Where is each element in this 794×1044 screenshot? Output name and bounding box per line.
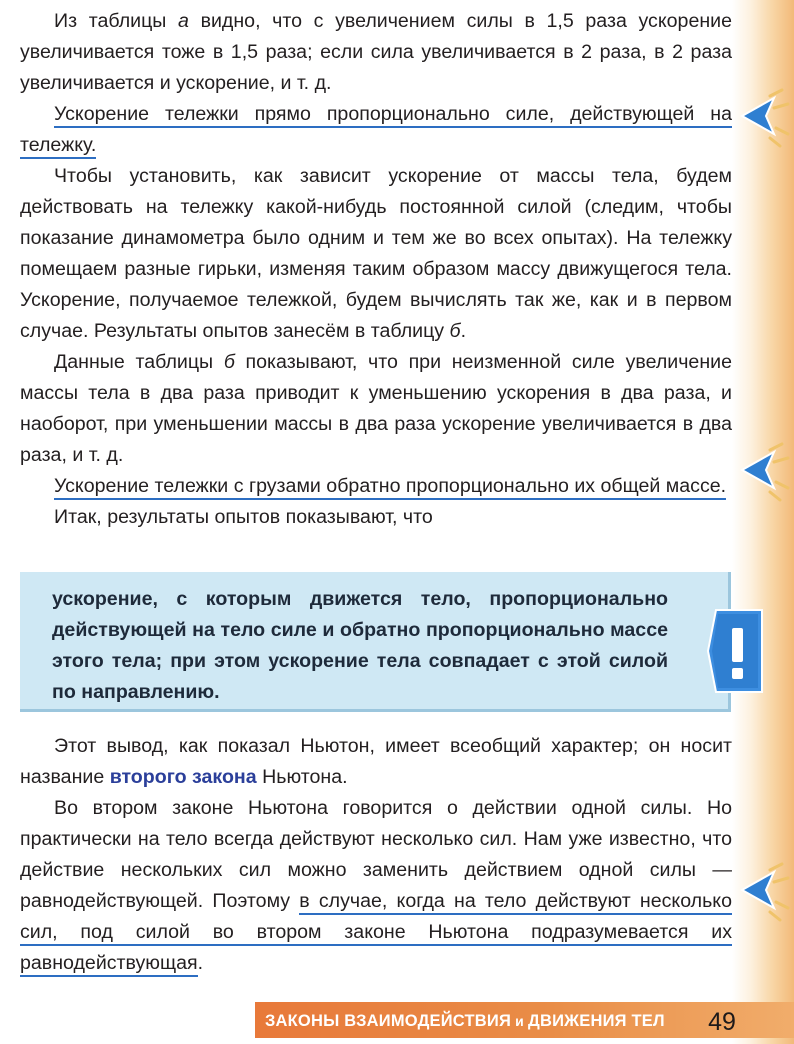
table-b-ref-2: б	[223, 351, 235, 373]
law-rule-box	[20, 572, 731, 712]
text-section-bottom	[20, 731, 732, 979]
paragraph-resultant-force: Во втором законе Ньютона говорится о действии одной силы. Но практически на тело всегда действуют несколько сил. Нам уже известно, что действие нескольких сил можно заменить действием одной силы — равнодействующей. Поэтому в случае, когда на тело действуют несколько сил, под силой во втором законе Ньютона подразумевается их равнодействующая.	[20, 793, 732, 979]
chapter-title: ЗАКОНЫ ВЗАИМОДЕЙСТВИЯ и ДВИЖЕНИЯ ТЕЛ	[265, 1012, 665, 1030]
conclusion-mass: Ускорение тележки с грузами обратно пропорционально их общей массе.	[20, 471, 732, 502]
paragraph-second-law: Этот вывод, как показал Ньютон, имеет всеобщий характер; он носит название второго закона Ньютона.	[20, 735, 732, 788]
table-a-ref: а	[178, 10, 189, 32]
exclamation-icon	[706, 608, 764, 694]
term-second-law: второго закона	[109, 766, 257, 788]
table-b-ref: б	[449, 320, 461, 342]
key-point-arrow-icon	[738, 862, 790, 922]
key-point-arrow-icon	[738, 88, 790, 148]
paragraph-table-b-data: Данные таблицы б показывают, что при неизменной силе увеличение массы тела в два раза приводит к уменьшению ускорения в два раза, и наоборот, при уменьшении массы в два раза ускорение увеличивается в два раза, и т. д.	[20, 351, 732, 466]
law-rule-text: ускорение, с которым движется тело, пропорционально действующей на тело силе и обратно пропорционально массе этого тела; при этом ускорение тела совпадает с этой силой по направлению.	[52, 588, 668, 703]
paragraph-mass-experiment: Чтобы установить, как зависит ускорение от массы тела, будем действовать на тележку какой-нибудь постоянной силой (следим, чтобы показание динамометра было одним и тем же во всех опытах). На тележку помещаем разные гирьки, изменяя таким образом массу движущегося тела. Ускорение, получаемое тележкой, будем вычислять так же, как и в первом случае. Результаты опытов занесём в таблицу б.	[20, 165, 732, 342]
text-section-top	[20, 6, 732, 533]
key-point-arrow-icon	[738, 442, 790, 502]
paragraph-force-proportional: Из таблицы а видно, что с увеличением силы в 1,5 раза ускорение увеличивается тоже в 1,5 раза; если сила увеличивается в 2 раза, в 2 раза увеличивается и ускорение, и т. д.	[20, 10, 733, 94]
page-number: 49	[708, 1008, 736, 1036]
paragraph-results-intro: Итак, результаты опытов показывают, что	[54, 506, 433, 528]
conclusion-force: Ускорение тележки прямо пропорционально силе, действующей на тележку.	[20, 99, 732, 161]
